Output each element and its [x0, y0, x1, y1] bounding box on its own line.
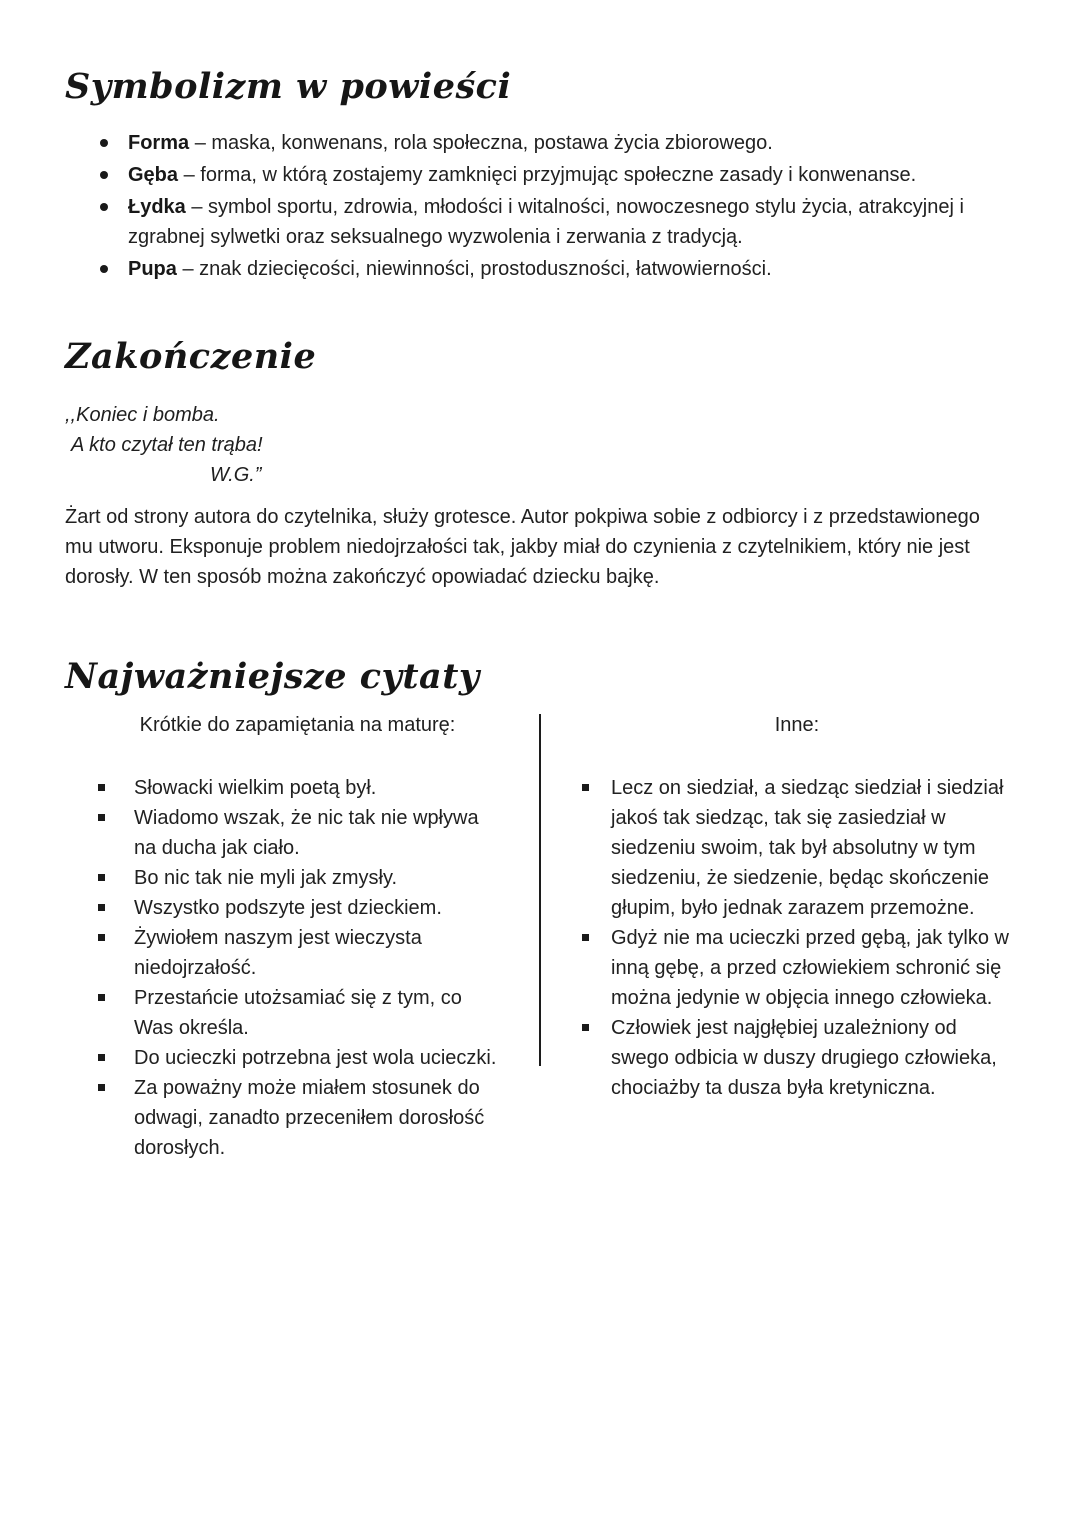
ending-quote — [65, 400, 1012, 490]
list-item — [100, 160, 1012, 190]
quote-item — [98, 863, 500, 893]
bullet-square-icon — [582, 1024, 589, 1031]
bullet-dot-icon — [100, 139, 108, 147]
list-item — [100, 128, 1012, 158]
quote-item — [98, 983, 500, 1043]
symbol-definition: – maska, konwenans, rola społeczna, postawa życia zbiorowego. — [194, 132, 773, 154]
symbol-definition: – forma, w którą zostajemy zamknięci przyjmując społeczne zasady i konwenanse. — [183, 164, 917, 186]
bullet-dot-icon — [100, 265, 108, 273]
quote-text: Wiadomo wszak, że nic tak nie wpływa na ducha jak ciało. — [134, 807, 479, 859]
quote-item — [582, 1013, 1012, 1103]
quote-text: Gdyż nie ma ucieczki przed gębą, jak tylko w inną gębę, a przed człowiekiem schronić się można jedynie w objęcia innego człowieka. — [611, 927, 1009, 1009]
bullet-square-icon — [98, 1084, 105, 1091]
quotes-column-left — [65, 710, 540, 1163]
quote-text: Żywiołem naszym jest wieczysta niedojrzałość. — [134, 927, 422, 979]
column-header-left: Krótkie do zapamiętania na maturę: — [139, 714, 456, 736]
bullet-square-icon — [98, 814, 105, 821]
quote-item — [582, 923, 1012, 1013]
quote-text: Lecz on siedział, a siedząc siedział i siedział jakoś tak siedząc, tak się zasiedział w siedzeniu swoim, tak był absolutny w tym siedzeniu, że siedzenie, będąc skończenie głupim, było jednak zarazem przemożne. — [611, 777, 1004, 919]
bullet-dot-icon — [100, 171, 108, 179]
quotes-columns — [65, 710, 1012, 1163]
bullet-dot-icon — [100, 203, 108, 211]
quote-text: Do ucieczki potrzebna jest wola ucieczki. — [134, 1047, 497, 1069]
quote-line: A kto czytał ten trąba! — [71, 434, 263, 456]
quote-item — [98, 923, 500, 983]
bullet-square-icon — [98, 874, 105, 881]
symbol-term: Łydka — [128, 196, 186, 218]
symbol-term: Gęba — [128, 164, 179, 186]
quote-item — [98, 893, 500, 923]
quote-text: Za poważny może miałem stosunek do odwagi, zanadto przeceniłem dorosłość dorosłych. — [134, 1077, 485, 1159]
symbol-definition: – znak dziecięcości, niewinności, prostoduszności, łatwowierności. — [182, 258, 772, 280]
quote-text: Wszystko podszyte jest dzieckiem. — [134, 897, 442, 919]
section-title-ending: Zakończenie — [65, 336, 317, 377]
symbol-term: Forma — [128, 132, 190, 154]
section-title-symbolism: Symbolizm w powieści — [65, 66, 512, 107]
ending-paragraph: Żart od strony autora do czytelnika, służy grotesce. Autor pokpiwa sobie z odbiorcy i z przedstawionego mu utworu. Eksponuje problem niedojrzałości tak, jakby miał do czynienia z czytelnikiem, który nie jest dorosły. W ten sposób można zakończyć opowiadać dziecku bajkę. — [65, 506, 980, 588]
quote-text: Bo nic tak nie myli jak zmysły. — [134, 867, 398, 889]
bullet-square-icon — [582, 934, 589, 941]
bullet-square-icon — [98, 784, 105, 791]
bullet-square-icon — [98, 904, 105, 911]
bullet-square-icon — [582, 784, 589, 791]
bullet-square-icon — [98, 1054, 105, 1061]
quote-text: Przestańcie utożsamiać się z tym, co Was określa. — [134, 987, 462, 1039]
column-divider — [539, 714, 541, 1066]
quotes-list-left — [98, 773, 500, 1163]
quote-line: ,,Koniec i bomba. — [65, 404, 220, 426]
quote-item — [98, 773, 500, 803]
quotes-column-right — [540, 710, 1012, 1163]
quote-item — [98, 1073, 500, 1163]
quotes-list-right — [582, 773, 1012, 1103]
section-title-quotes: Najważniejsze cytaty — [65, 656, 480, 697]
quote-text: Człowiek jest najgłębiej uzależniony od swego odbicia w duszy drugiego człowieka, chociażby ta dusza była kretyniczna. — [611, 1017, 997, 1099]
bullet-square-icon — [98, 934, 105, 941]
list-item — [100, 192, 1012, 252]
quote-attribution: W.G.” — [210, 464, 262, 486]
quote-item — [582, 773, 1012, 923]
list-item — [100, 254, 1012, 284]
symbol-term: Pupa — [128, 258, 177, 280]
symbolism-list — [65, 128, 1012, 284]
column-header-right: Inne: — [774, 714, 820, 736]
symbol-definition: – symbol sportu, zdrowia, młodości i witalności, nowoczesnego stylu życia, atrakcyjnej i zgrabnej sylwetki oraz seksualnego wyzwolenia i zerwania z tradycją. — [128, 196, 964, 248]
bullet-square-icon — [98, 994, 105, 1001]
quote-item — [98, 803, 500, 863]
quote-item — [98, 1043, 500, 1073]
quote-text: Słowacki wielkim poetą był. — [134, 777, 377, 799]
